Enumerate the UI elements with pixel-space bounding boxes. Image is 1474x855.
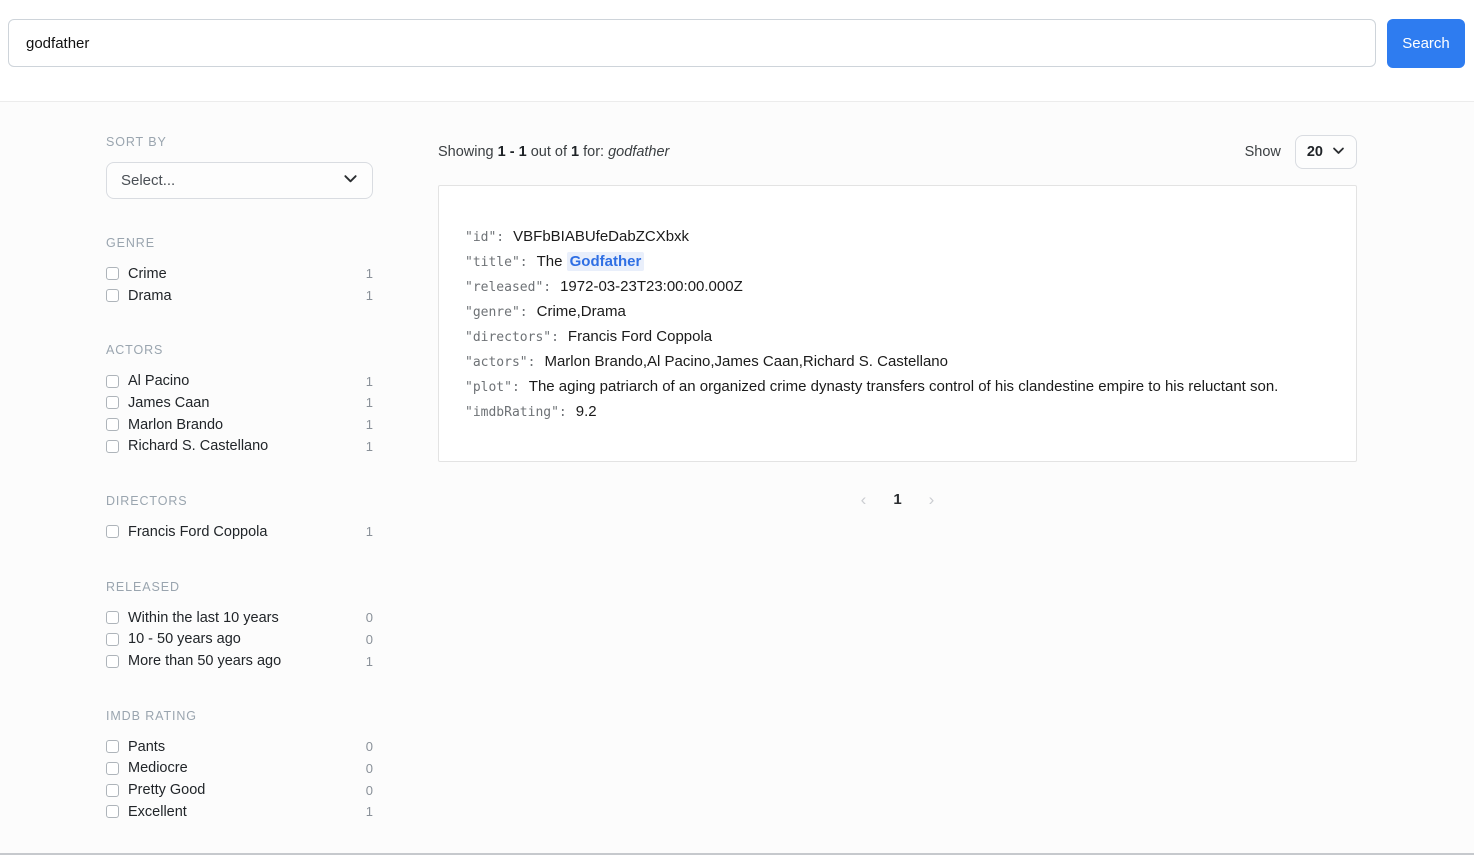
checkbox-james-caan[interactable]: [106, 396, 119, 409]
summary-total: 1: [571, 144, 580, 160]
filter-label: More than 50 years ago: [128, 653, 282, 670]
checkbox-pretty-good[interactable]: [106, 784, 119, 797]
field-value: 9.2: [575, 403, 597, 420]
filter-count: 1: [365, 653, 373, 669]
filter-item-drama[interactable]: [106, 285, 373, 307]
field-value: The: [536, 253, 567, 270]
pagination: [438, 491, 1357, 508]
actors-heading: ACTORS: [106, 343, 164, 358]
results-summary: [438, 144, 669, 160]
checkbox-within-last-10-years[interactable]: [106, 611, 119, 624]
previous-page-button[interactable]: ‹: [860, 490, 867, 509]
chevron-down-icon: [1332, 144, 1345, 161]
result-card: [438, 185, 1357, 462]
filter-item-within-last-10-years[interactable]: [106, 607, 373, 629]
summary-for-label: for:: [583, 144, 605, 160]
show-label: Show: [1244, 144, 1281, 160]
filter-item-richard-s-castellano[interactable]: [106, 435, 373, 457]
field-key: "genre":: [465, 305, 528, 320]
filter-count: 1: [365, 524, 373, 540]
filter-label: James Caan: [128, 394, 210, 411]
result-field-genre: [465, 300, 1330, 325]
summary-range: 1 - 1: [497, 144, 527, 160]
field-key: "actors":: [465, 355, 536, 370]
field-value: The aging patriarch of an organized crime dynasty transfers control of his clandestine empire to his reluctant son.: [528, 378, 1279, 395]
checkbox-pants[interactable]: [106, 740, 119, 753]
filter-item-james-caan[interactable]: [106, 392, 373, 414]
checkbox-francis-ford-coppola[interactable]: [106, 525, 119, 538]
filter-item-pretty-good[interactable]: [106, 779, 373, 801]
sort-by-section: [106, 135, 373, 199]
search-header: [0, 0, 1474, 102]
result-field-plot: [465, 375, 1330, 400]
checkbox-more-than-50-years-ago[interactable]: [106, 655, 119, 668]
filter-count: 0: [365, 760, 373, 776]
directors-section: [106, 494, 373, 543]
filter-item-pants[interactable]: [106, 736, 373, 758]
filter-count: 0: [365, 739, 373, 755]
filter-label: Pretty Good: [128, 782, 206, 799]
checkbox-marlon-brando[interactable]: [106, 418, 119, 431]
released-section: [106, 580, 373, 672]
field-key: "title":: [465, 255, 528, 270]
filter-item-excellent[interactable]: [106, 801, 373, 823]
filter-count: 1: [365, 438, 373, 454]
field-value: Francis Ford Coppola: [567, 328, 713, 345]
search-term-highlight: Godfather: [567, 252, 645, 271]
released-heading: RELEASED: [106, 579, 180, 594]
imdb-rating-section: [106, 709, 373, 823]
field-value: Crime,Drama: [536, 303, 626, 320]
checkbox-mediocre[interactable]: [106, 762, 119, 775]
page-body: [0, 102, 1474, 855]
filter-label: Excellent: [128, 803, 187, 820]
show-selected-value: 20: [1306, 144, 1323, 160]
show-per-page-select[interactable]: [1295, 135, 1357, 169]
filter-count: 1: [365, 395, 373, 411]
filter-label: Within the last 10 years: [128, 609, 279, 626]
result-field-title: [465, 250, 1330, 275]
filter-count: 1: [365, 288, 373, 304]
checkbox-drama[interactable]: [106, 289, 119, 302]
filter-label: 10 - 50 years ago: [128, 631, 241, 648]
checkbox-10-50-years-ago[interactable]: [106, 633, 119, 646]
field-value: 1972-03-23T23:00:00.000Z: [560, 278, 743, 295]
filters-sidebar: [106, 135, 373, 855]
filter-label: Francis Ford Coppola: [128, 523, 268, 540]
filter-label: Crime: [128, 265, 167, 282]
search-button[interactable]: Search: [1387, 19, 1465, 68]
results-main: [438, 135, 1357, 855]
field-key: "id":: [465, 230, 505, 245]
checkbox-crime[interactable]: [106, 267, 119, 280]
actors-section: [106, 343, 373, 457]
summary-middle: out of: [530, 144, 567, 160]
filter-count: 1: [365, 373, 373, 389]
filter-label: Al Pacino: [128, 373, 190, 390]
genre-section: [106, 236, 373, 306]
summary-prefix: Showing: [438, 144, 494, 160]
filter-count: 1: [365, 417, 373, 433]
filter-label: Drama: [128, 287, 172, 304]
filter-label: Marlon Brando: [128, 416, 224, 433]
field-key: "imdbRating":: [465, 405, 567, 420]
result-field-imdb-rating: [465, 400, 1330, 425]
result-field-id: [465, 225, 1330, 250]
result-field-directors: [465, 325, 1330, 350]
filter-label: Richard S. Castellano: [128, 438, 269, 455]
filter-count: 0: [365, 782, 373, 798]
filter-label: Pants: [128, 738, 166, 755]
result-field-released: [465, 275, 1330, 300]
search-input[interactable]: [8, 19, 1376, 67]
filter-item-mediocre[interactable]: [106, 758, 373, 780]
checkbox-excellent[interactable]: [106, 805, 119, 818]
filter-item-more-than-50-years-ago[interactable]: [106, 650, 373, 672]
results-header: [438, 135, 1357, 169]
filter-item-crime[interactable]: [106, 263, 373, 285]
show-control: [1245, 135, 1357, 169]
field-key: "released":: [465, 280, 552, 295]
field-value: VBFbBIABUfeDabZCXbxk: [513, 228, 690, 245]
filter-item-10-50-years-ago[interactable]: [106, 629, 373, 651]
directors-heading: DIRECTORS: [106, 494, 188, 509]
filter-count: 0: [365, 631, 373, 647]
filter-count: 1: [365, 266, 373, 282]
field-key: "directors":: [465, 330, 559, 345]
filter-item-marlon-brando[interactable]: [106, 414, 373, 436]
sort-by-select[interactable]: [106, 162, 373, 199]
sort-by-selected-value: Select...: [121, 172, 176, 189]
genre-heading: GENRE: [106, 236, 155, 250]
checkbox-al-pacino[interactable]: [106, 375, 119, 388]
checkbox-richard-s-castellano[interactable]: [106, 440, 119, 453]
imdb-rating-heading: IMDB RATING: [106, 708, 197, 723]
field-key: "plot":: [465, 380, 520, 395]
summary-query: godfather: [608, 144, 670, 160]
chevron-down-icon: [343, 171, 358, 190]
result-field-actors: [465, 350, 1330, 375]
filter-count: 1: [365, 804, 373, 820]
filter-count: 0: [365, 610, 373, 626]
page-number[interactable]: 1: [893, 491, 902, 508]
sort-by-heading: SORT BY: [106, 135, 167, 149]
filter-label: Mediocre: [128, 760, 188, 777]
filter-item-francis-ford-coppola[interactable]: [106, 521, 373, 543]
field-value: Marlon Brando,Al Pacino,James Caan,Richard S. Castellano: [544, 353, 948, 370]
filter-item-al-pacino[interactable]: [106, 370, 373, 392]
next-page-button[interactable]: ›: [928, 490, 935, 509]
